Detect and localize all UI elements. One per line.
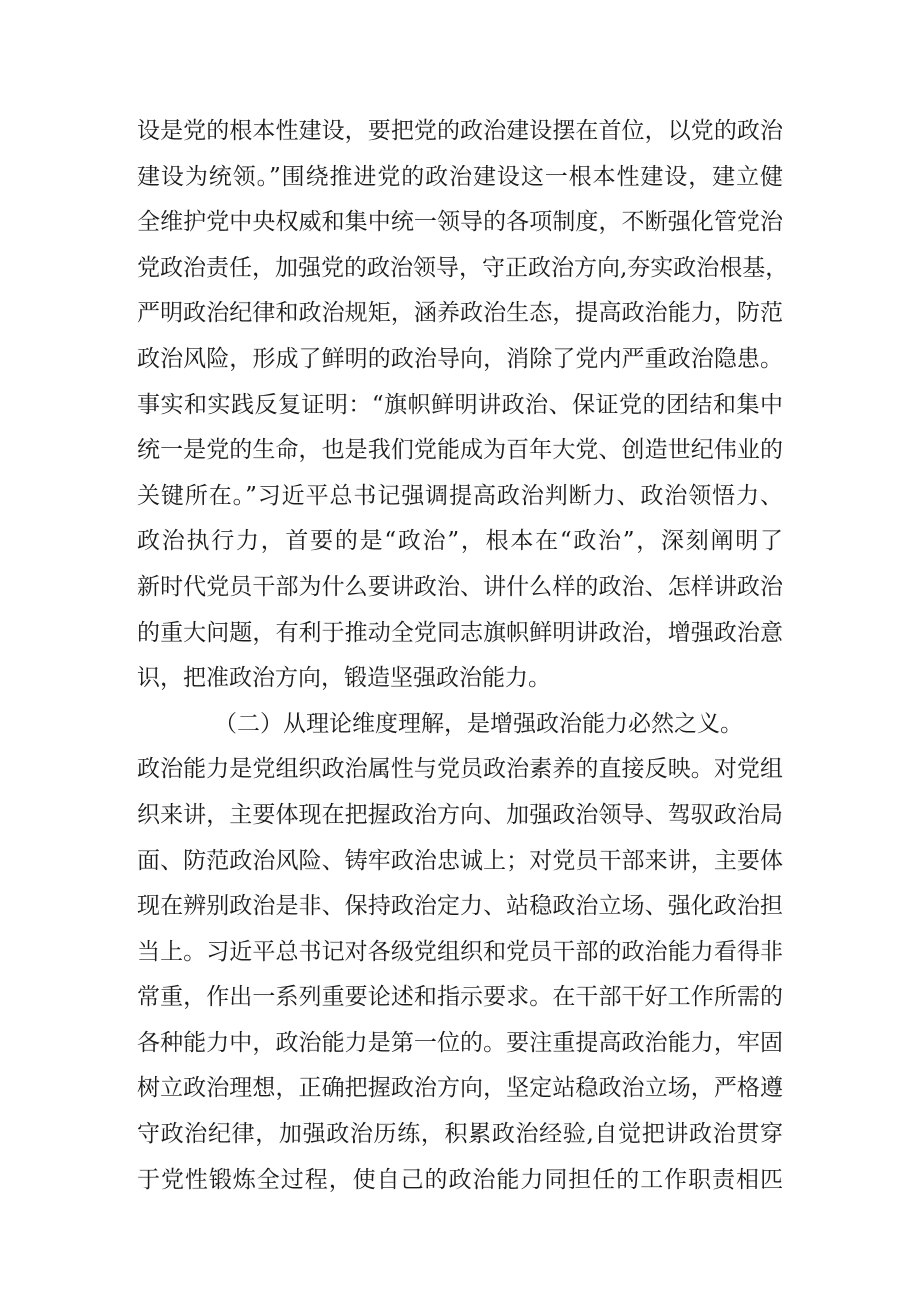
paragraph-1-line: 统一是党的生命，也是我们党能成为百年大党、创造世纪伟业的: [137, 437, 783, 464]
paragraph-1-line: 设是党的根本性建设，要把党的政治建设摆在首位，以党的政治: [137, 118, 783, 144]
section-heading: （二）从理论维度理解，是增强政治能力必然之义。: [214, 710, 743, 737]
paragraph-2-line: 各种能力中，政治能力是第一位的。要注重提高政治能力，牢固: [137, 1029, 783, 1056]
paragraph-1-line: 关键所在。”习近平总书记强调提高政治判断力、政治领悟力、: [137, 482, 783, 509]
paragraph-2-line: 守政治纪律，加强政治历练，积累政治经验,自觉把讲政治贯穿: [137, 1121, 783, 1148]
paragraph-2-line: 现在辨别政治是非、保持政治定力、站稳政治立场、强化政治担: [137, 893, 783, 920]
paragraph-1-line: 严明政治纪律和政治规矩，涵养政治生态，提高政治能力，防范: [137, 300, 783, 327]
paragraph-1-line: 新时代党员干部为什么要讲政治、讲什么样的政治、怎样讲政治: [137, 573, 783, 600]
paragraph-2-line: 于党性锻炼全过程，使自己的政治能力同担任的工作职责相匹: [137, 1166, 783, 1193]
paragraph-1-line: 事实和实践反复证明：“旗帜鲜明讲政治、保证党的团结和集中: [137, 391, 783, 418]
paragraph-1-line: 政治执行力，首要的是“政治”，根本在“政治”，深刻阐明了: [137, 528, 783, 555]
paragraph-1-line: 全维护党中央权威和集中统一领导的各项制度，不断强化管党治: [137, 209, 783, 236]
paragraph-2-line: 面、防范政治风险、铸牢政治忠诚上；对党员干部来讲，主要体: [137, 847, 783, 874]
paragraph-1-line: 的重大问题，有利于推动全党同志旗帜鲜明讲政治，增强政治意: [137, 619, 783, 646]
paragraph-2-line: 政治能力是党组织政治属性与党员政治素养的直接反映。对党组: [137, 756, 783, 783]
paragraph-1-line: 党政治责任，加强党的政治领导，守正政治方向,夯实政治根基，: [137, 254, 789, 281]
paragraph-1-line: 建设为统领。”围绕推进党的政治建设这一根本性建设，建立健: [137, 163, 783, 190]
paragraph-2-line: 当上。习近平总书记对各级党组织和党员干部的政治能力看得非: [137, 938, 783, 965]
paragraph-1-line: 政治风险，形成了鲜明的政治导向，消除了党内严重政治隐患。: [137, 345, 783, 372]
body-text: [137, 109, 797, 1203]
paragraph-1-line: 识，把准政治方向，锻造坚强政治能力。: [137, 665, 551, 692]
paragraph-2-line: 树立政治理想，正确把握政治方向，坚定站稳政治立场，严格遵: [137, 1075, 783, 1102]
paragraph-2-line: 常重，作出一系列重要论述和指示要求。在干部干好工作所需的: [137, 984, 783, 1011]
paragraph-2-line: 织来讲，主要体现在把握政治方向、加强政治领导、驾驭政治局: [137, 801, 783, 828]
